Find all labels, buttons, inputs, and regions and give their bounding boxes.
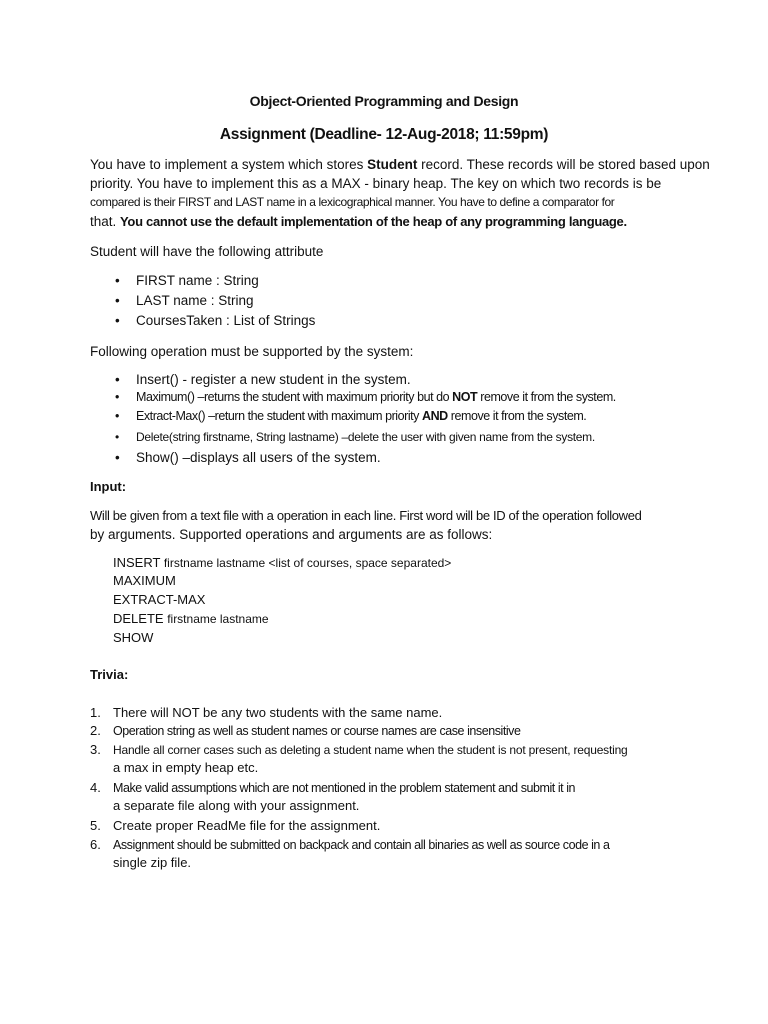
trivia-text-cont: a max in empty heap etc. bbox=[113, 760, 259, 775]
trivia-text: There will NOT be any two students with the same name. bbox=[113, 705, 443, 720]
trivia-text: Make valid assumptions which are not mentioned in the problem statement and submit it in bbox=[113, 781, 576, 795]
trivia-heading: Trivia: bbox=[90, 667, 129, 682]
intro-line-1-text: You have to implement a system which stores bbox=[90, 157, 368, 172]
intro-line-2: priority. You have to implement this as a MAX - binary heap. The key on which two records is be bbox=[90, 176, 662, 191]
operation-maximum-text: Maximum() –returns the student with maximum priority but do bbox=[136, 390, 453, 404]
command-insert-keyword: INSERT bbox=[113, 555, 164, 570]
intro-line-3: compared is their FIRST and LAST name in a lexicographical manner. You have to define a comparator for bbox=[90, 195, 615, 209]
operation-extract-max bbox=[136, 409, 586, 423]
trivia-number: 2. bbox=[90, 723, 101, 738]
operation-extract-and: AND bbox=[422, 409, 448, 423]
operation-extract-text: Extract-Max() –return the student with maximum priority bbox=[136, 409, 423, 423]
trivia-number: 1. bbox=[90, 705, 101, 720]
trivia-item bbox=[90, 741, 628, 777]
command-insert-args: firstname lastname <list of courses, space separated> bbox=[163, 556, 452, 570]
trivia-text-cont: a separate file along with your assignment. bbox=[113, 798, 360, 813]
intro-paragraph bbox=[90, 155, 710, 231]
command-delete-args: firstname lastname bbox=[167, 612, 269, 626]
attribute-item: • FIRST name : String bbox=[136, 273, 259, 288]
input-heading: Input: bbox=[90, 479, 127, 494]
intro-student-bold: Student bbox=[367, 157, 418, 172]
trivia-item bbox=[90, 704, 443, 722]
trivia-number: 4. bbox=[90, 780, 101, 795]
trivia-item bbox=[90, 779, 576, 815]
command-delete-keyword: DELETE bbox=[113, 611, 168, 626]
operations-heading: Following operation must be supported by the system: bbox=[90, 344, 414, 359]
assignment-deadline-heading: Assignment (Deadline- 12-Aug-2018; 11:59pm) bbox=[219, 126, 549, 143]
operation-insert: • Insert() - register a new student in the system. bbox=[136, 372, 411, 387]
command-maximum: MAXIMUM bbox=[113, 573, 176, 588]
intro-line-4-text: that. bbox=[90, 214, 121, 229]
input-description bbox=[90, 506, 690, 544]
trivia-text: Assignment should be submitted on backpack and contain all binaries as well as source code in a bbox=[113, 838, 610, 852]
document-title: Object-Oriented Programming and Design bbox=[249, 93, 519, 109]
trivia-text: Handle all corner cases such as deleting a student name when the student is not present, requesting bbox=[113, 743, 628, 757]
trivia-item bbox=[90, 836, 610, 872]
trivia-number: 5. bbox=[90, 818, 101, 833]
input-line-2: by arguments. Supported operations and arguments are as follows: bbox=[90, 527, 493, 542]
intro-warning-bold: You cannot use the default implementation of the heap of any programming language. bbox=[120, 214, 627, 229]
trivia-text: Operation string as well as student names or course names are case insensitive bbox=[113, 724, 521, 738]
operation-maximum bbox=[136, 390, 616, 404]
intro-line-4 bbox=[90, 212, 690, 231]
attributes-heading: Student will have the following attribute bbox=[90, 244, 324, 259]
command-delete bbox=[113, 611, 269, 626]
operation-delete: • Delete(string firstname, String lastname) –delete the user with given name from the system. bbox=[136, 430, 595, 444]
attribute-item: • LAST name : String bbox=[136, 293, 254, 308]
trivia-text: Create proper ReadMe file for the assignment. bbox=[113, 818, 381, 833]
attribute-item: • CoursesTaken : List of Strings bbox=[136, 313, 315, 328]
trivia-number: 3. bbox=[90, 742, 101, 757]
command-extract-max: EXTRACT-MAX bbox=[113, 592, 206, 607]
operation-show: • Show() –displays all users of the system. bbox=[136, 450, 381, 465]
intro-line-1-rest: record. These records will be stored based upon bbox=[417, 157, 710, 172]
trivia-item bbox=[90, 817, 381, 835]
trivia-item bbox=[90, 722, 521, 740]
intro-line-1 bbox=[90, 155, 710, 174]
command-insert bbox=[113, 555, 451, 570]
command-show: SHOW bbox=[113, 630, 154, 645]
operation-extract-rest: remove it from the system. bbox=[447, 409, 587, 423]
trivia-text-cont: single zip file. bbox=[113, 855, 192, 870]
operation-maximum-not: NOT bbox=[452, 390, 478, 404]
operation-maximum-rest: remove it from the system. bbox=[477, 390, 616, 404]
trivia-number: 6. bbox=[90, 837, 101, 852]
input-line-1: Will be given from a text file with a operation in each line. First word will be ID of the operation followed bbox=[90, 508, 642, 523]
